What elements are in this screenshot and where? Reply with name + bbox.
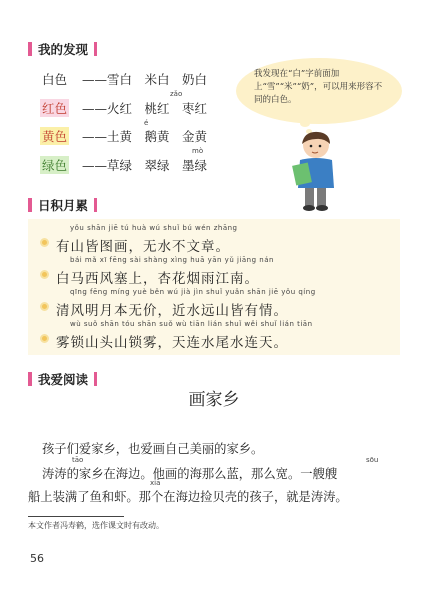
section-bar-icon bbox=[28, 42, 32, 56]
saying-text: 有山皆图画，无水不文章。 bbox=[56, 239, 230, 255]
saying-item bbox=[40, 317, 400, 351]
bullet-icon bbox=[40, 238, 49, 247]
bubble-tail-icon bbox=[300, 120, 310, 127]
section-bar-icon bbox=[28, 198, 32, 212]
saying-pinyin: bái mǎ xī fēng sài shàng xìng huā yān yǔ jiāng nán bbox=[70, 256, 274, 264]
page-number: 56 bbox=[30, 552, 44, 565]
pinyin: sōu bbox=[366, 456, 379, 464]
pinyin: mò bbox=[192, 147, 204, 155]
saying-pinyin: qīng fēng míng yuè běn wú jià jìn shuǐ yuǎn shān jiē yǒu qíng bbox=[70, 288, 316, 296]
color-name-highlighted: 绿色 bbox=[42, 158, 68, 173]
bubble-text: 我发现在“白”字前面加上“雪”“米”“奶”，可以用来形容不同的白色。 bbox=[254, 69, 383, 105]
saying-pinyin: yǒu shān jiē tú huà wú shuǐ bú wén zhāng bbox=[70, 224, 238, 232]
saying-item bbox=[40, 253, 400, 287]
footnote-divider bbox=[28, 516, 124, 517]
pinyin: zǎo bbox=[170, 90, 183, 98]
bullet-icon bbox=[40, 334, 49, 343]
section-bar-end-icon bbox=[94, 42, 97, 56]
story-title: 画家乡 bbox=[188, 390, 240, 410]
saying-text: 清风明月本无价，近水远山皆有情。 bbox=[56, 303, 288, 319]
saying-item bbox=[40, 285, 400, 319]
pinyin: é bbox=[144, 119, 149, 127]
color-name: 白色 bbox=[42, 72, 68, 87]
story-paragraph: 孩子们爱家乡，也爱画自己美丽的家乡。 bbox=[42, 442, 264, 456]
color-words: ——土黄 鹅黄 金黄 bbox=[82, 129, 208, 144]
section-bar-end-icon bbox=[94, 198, 97, 212]
section-bar-icon bbox=[28, 372, 32, 386]
color-words: ——雪白 米白 奶白 bbox=[82, 72, 208, 87]
section-title-discovery bbox=[28, 40, 97, 58]
story-paragraph: 船上装满了鱼和虾。那个在海边捡贝壳的孩子，就是涛涛。 bbox=[28, 490, 348, 504]
section-bar-end-icon bbox=[94, 372, 97, 386]
color-name-highlighted: 黄色 bbox=[42, 129, 68, 144]
section-title-text: 日积月累 bbox=[38, 198, 89, 213]
color-name-highlighted: 红色 bbox=[42, 101, 68, 116]
footnote: 本文作者冯寿鹤，选作课文时有改动。 bbox=[28, 521, 164, 530]
pinyin: xiā bbox=[150, 479, 161, 487]
saying-pinyin: wù suǒ shān tóu shān suǒ wù tiān lián shuǐ wěi shuǐ lián tiān bbox=[70, 320, 313, 328]
saying-text: 雾锁山头山锁雾，天连水尾水连天。 bbox=[56, 335, 288, 351]
bullet-icon bbox=[40, 270, 49, 279]
color-words: ——草绿 翠绿 墨绿 bbox=[82, 158, 208, 173]
saying-item bbox=[40, 221, 400, 255]
section-title-accumulation bbox=[28, 196, 97, 214]
boy-reading-illustration bbox=[286, 130, 344, 212]
pinyin: tāo bbox=[72, 456, 84, 464]
section-title-text: 我的发现 bbox=[38, 42, 89, 57]
section-title-text: 我爱阅读 bbox=[38, 372, 89, 387]
story-paragraph: 涛涛的家乡在海边。他画的海那么蓝，那么宽。一艘艘 bbox=[42, 467, 338, 481]
saying-text: 白马西风塞上，杏花烟雨江南。 bbox=[56, 271, 259, 287]
bullet-icon bbox=[40, 302, 49, 311]
color-words: ——火红 桃红 枣红 bbox=[82, 101, 208, 116]
